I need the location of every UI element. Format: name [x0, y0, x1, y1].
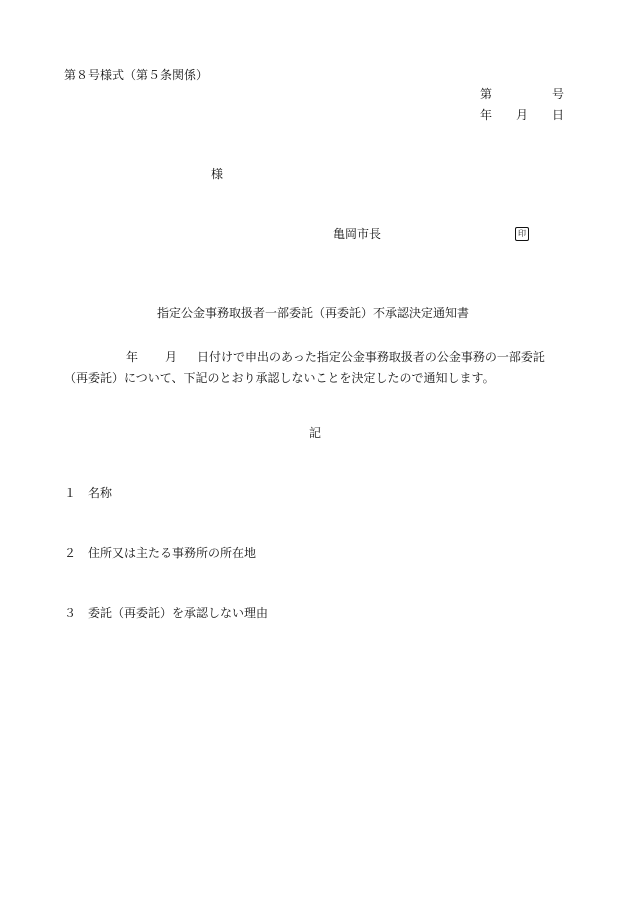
item-label: 名称: [88, 486, 113, 500]
body-line-2: （再委託）について、下記のとおり承認しないことを決定したので通知します。: [64, 371, 495, 385]
list-item: [64, 547, 256, 559]
body-month-label: 月: [165, 350, 178, 364]
document-title: 指定公金事務取扱者一部委託（再委託）不承認決定通知書: [157, 306, 470, 320]
item-number: １: [64, 486, 77, 500]
date-month-label: 月: [516, 108, 529, 122]
body-line-1-text: 日付けで申出のあった指定公金事務取扱者の公金事務の一部委託: [197, 350, 545, 364]
document-number-prefix: 第: [480, 87, 493, 101]
list-item: [64, 487, 112, 499]
item-number: ３: [64, 606, 77, 620]
item-label: 委託（再委託）を承認しない理由: [88, 606, 269, 620]
date-day-label: 日: [552, 108, 565, 122]
item-number: ２: [64, 546, 77, 560]
seal-mark: 印: [515, 227, 529, 241]
body-paragraph: [64, 347, 584, 389]
date-year-label: 年: [480, 108, 493, 122]
form-number: 第８号様式（第５条関係）: [64, 68, 209, 82]
body-year-label: 年: [126, 350, 139, 364]
addressee-honorific: 様: [211, 167, 224, 181]
list-item: [64, 607, 268, 619]
issuer-name: 亀岡市長: [333, 227, 382, 241]
document-number-suffix: 号: [552, 87, 565, 101]
ki-heading: 記: [309, 426, 322, 440]
item-label: 住所又は主たる事務所の所在地: [88, 546, 257, 560]
body-line-1: [64, 347, 584, 368]
